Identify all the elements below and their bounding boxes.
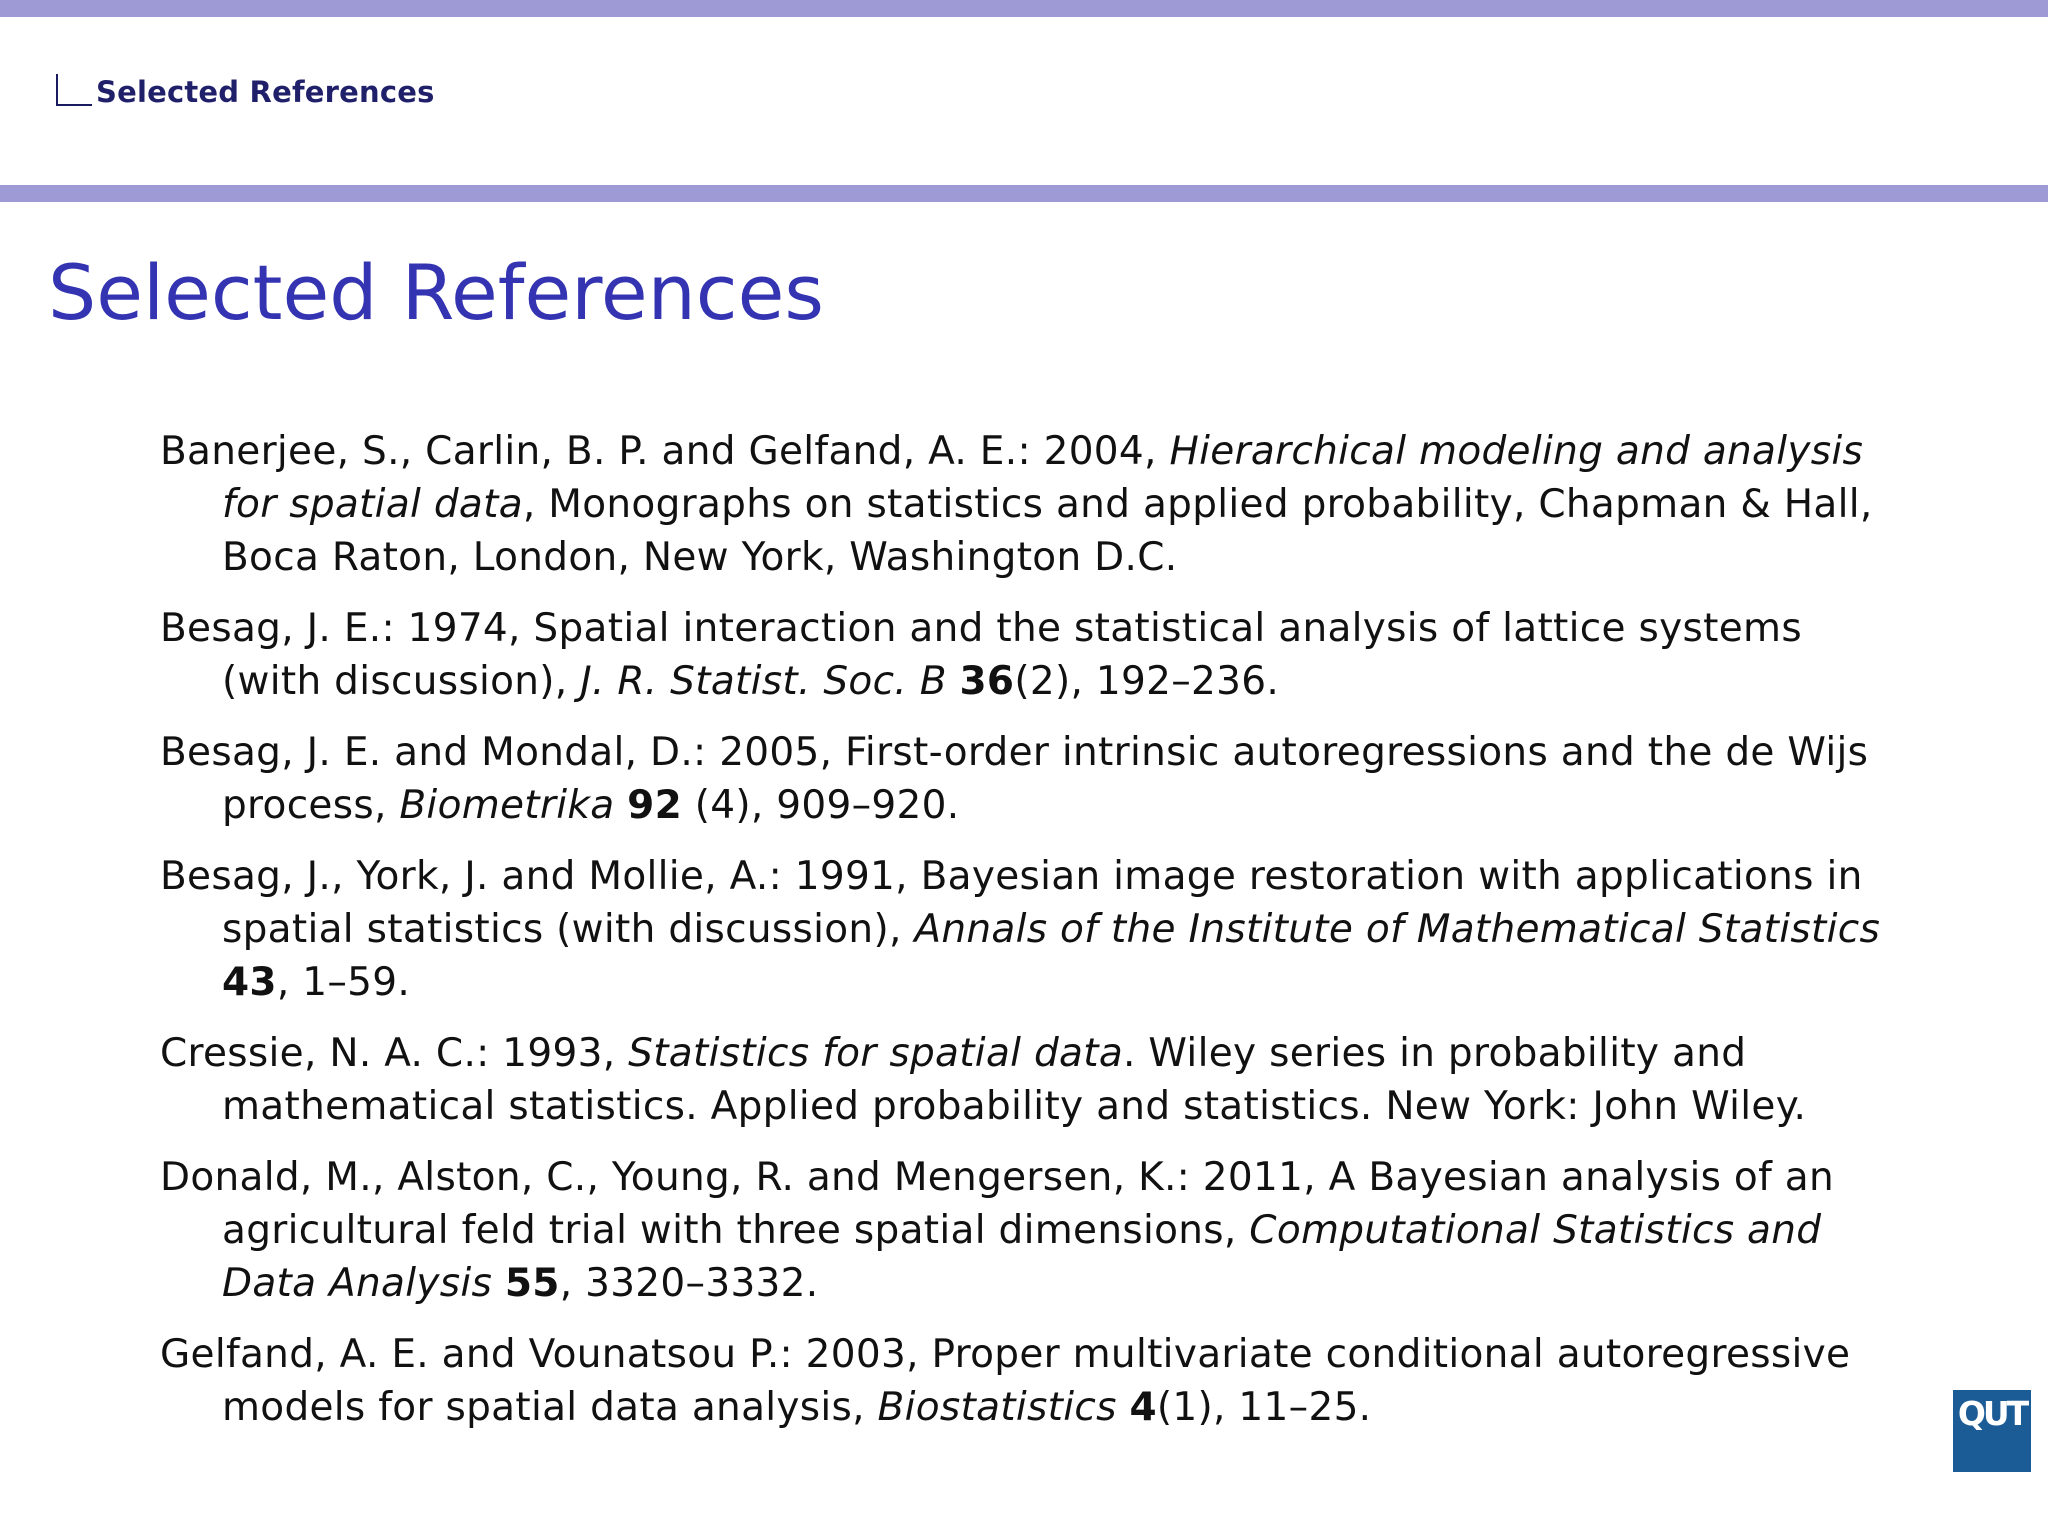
reference-volume: 55 <box>504 1261 560 1306</box>
qut-logo-text: QUT <box>1957 1394 2027 1433</box>
reference-pages: (2), 192–236. <box>1014 659 1280 704</box>
reference-authors-text: Cressie, N. A. C.: 1993, <box>160 1031 629 1076</box>
reference-pages: , 1–59. <box>276 960 411 1005</box>
reference-item <box>160 726 1900 832</box>
reference-authors-text: Besag, J. E.: 1974, Spatial interaction and the statistical analysis of lattice systems (with discussion), <box>160 606 1802 704</box>
reference-details-text <box>492 1261 505 1306</box>
reference-volume: 92 <box>627 783 683 828</box>
reference-volume: 36 <box>959 659 1015 704</box>
reference-details-text <box>1117 1385 1130 1430</box>
top-header-bar <box>0 0 2048 17</box>
reference-title-italic: Statistics for spatial data <box>628 1031 1124 1076</box>
breadcrumb-section-label[interactable]: Selected References <box>96 75 435 109</box>
breadcrumb <box>56 72 435 112</box>
reference-item <box>160 850 1900 1009</box>
reference-item <box>160 602 1900 708</box>
reference-pages: , 3320–3332. <box>559 1261 819 1306</box>
reference-details-text: , Monographs on statistics and applied probability, Chapman & Hall, Boca Raton, London, New York, Washington D.C. <box>222 482 1873 580</box>
reference-pages: (4), 909–920. <box>682 783 960 828</box>
reference-details-text: . Wiley series in probability and mathematical statistics. Applied probability and statistics. New York: John Wiley. <box>222 1031 1807 1129</box>
reference-authors-text: Gelfand, A. E. and Vounatsou P.: 2003, Proper multivariate conditional autoregressive models for spatial data analysis, <box>160 1332 1851 1430</box>
reference-volume: 4 <box>1129 1385 1157 1430</box>
reference-authors-text: Banerjee, S., Carlin, B. P. and Gelfand, A. E.: 2004, <box>160 429 1170 474</box>
reference-title-italic: Computational Statistics and Data Analysis <box>222 1208 1822 1306</box>
reference-details-text <box>947 659 960 704</box>
reference-item <box>160 1328 1900 1434</box>
reference-item <box>160 1151 1900 1310</box>
breadcrumb-corner-icon <box>56 74 92 106</box>
header-divider-bar <box>0 185 2048 202</box>
reference-item <box>160 425 1900 584</box>
reference-authors-text: Donald, M., Alston, C., Young, R. and Mengersen, K.: 2011, A Bayesian analysis of an agricultural feld trial with three spatial dimensions, <box>160 1155 1835 1253</box>
header-area <box>0 17 2048 185</box>
reference-title-italic: Annals of the Institute of Mathematical Statistics <box>914 907 1881 952</box>
reference-title-italic: Biostatistics <box>877 1385 1117 1430</box>
reference-title-italic: Biometrika <box>399 783 615 828</box>
frame-title: Selected References <box>48 248 824 337</box>
reference-details-text <box>614 783 627 828</box>
reference-authors-text: Besag, J., York, J. and Mollie, A.: 1991, Bayesian image restoration with applications in spatial statistics (with discussion), <box>160 854 1863 952</box>
reference-volume: 43 <box>222 960 277 1005</box>
reference-item <box>160 1027 1900 1133</box>
reference-list <box>160 425 1900 1452</box>
reference-title-italic: J. R. Statist. Soc. B <box>580 659 947 704</box>
reference-authors-text: Besag, J. E. and Mondal, D.: 2005, First-order intrinsic autoregressions and the de Wijs process, <box>160 730 1869 828</box>
reference-pages: (1), 11–25. <box>1156 1385 1372 1430</box>
qut-logo <box>1953 1390 2031 1472</box>
reference-title-italic: Hierarchical modeling and analysis for spatial data <box>222 429 1864 527</box>
